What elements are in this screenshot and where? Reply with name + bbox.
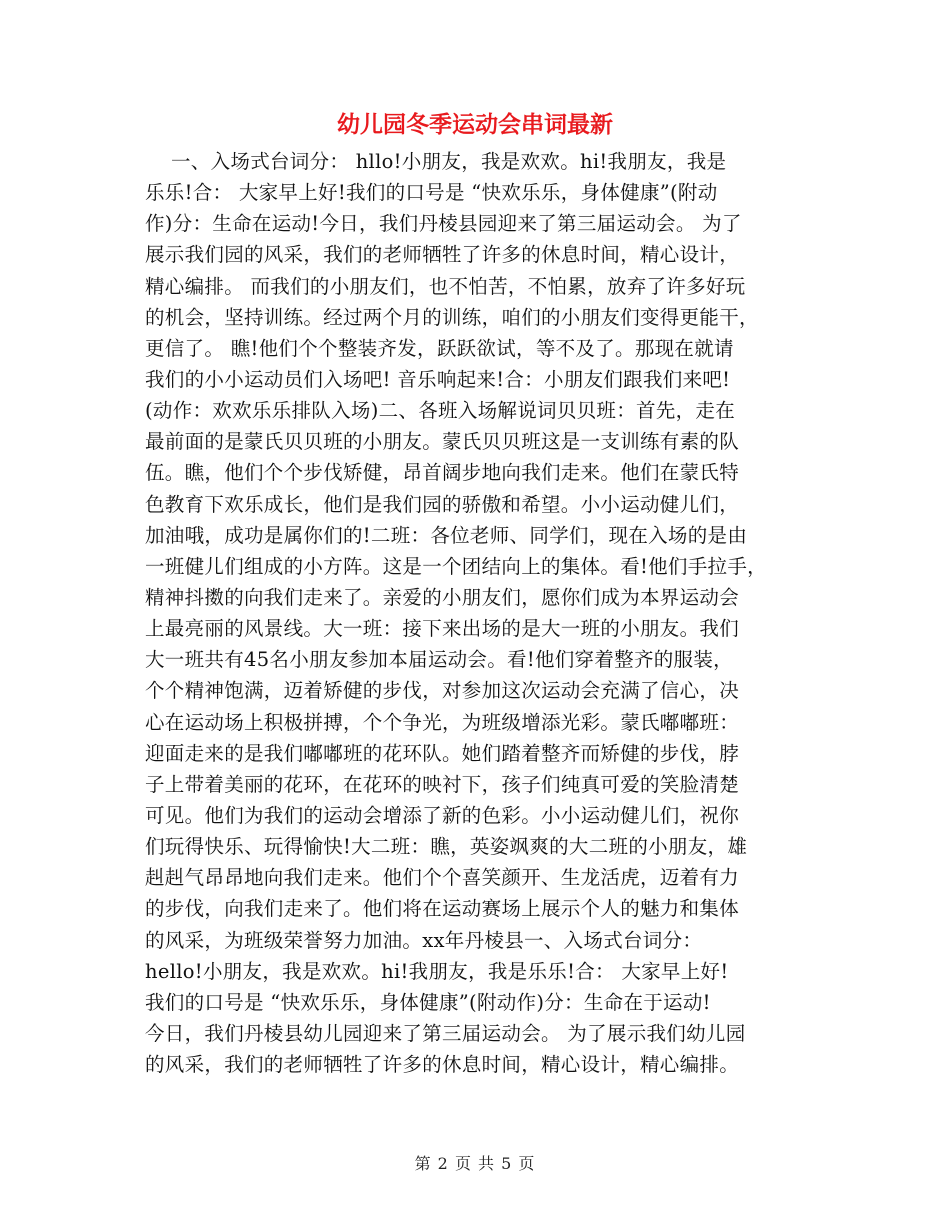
text-line: 加油哦，成功是属你们的!二班：各位老师、同学们，现在入场的是由 [145,523,748,547]
text-line: 们玩得快乐、玩得愉快!大二班：瞧，英姿飒爽的大二班的小朋友，雄 [145,835,748,859]
text-line: 色教育下欢乐成长，他们是我们园的骄傲和希望。小小运动健儿们， [145,492,740,516]
text-line: (动作：欢欢乐乐排队入场)二、各班入场解说词贝贝班：首先，走在 [145,399,736,423]
text-line: 展示我们园的风采，我们的老师牺牲了许多的休息时间，精心设计， [145,243,740,267]
text-line: 我们的口号是 “快欢乐乐，身体健康”(附动作)分：生命在于运动! [145,990,711,1014]
text-line: 迎面走来的是我们嘟嘟班的花环队。她们踏着整齐而矫健的步伐，脖 [145,741,740,765]
text-line: 一、入场式台词分： hllo!小朋友，我是欢欢。hi!我朋友，我是 [145,150,727,173]
text-line: 子上带着美丽的花环，在花环的映衬下，孩子们纯真可爱的笑脸清楚 [145,772,740,796]
page-number: 第 2 页 共 5 页 [414,1154,536,1173]
text-line: 的风采，我们的老师牺牲了许多的休息时间，精心设计，精心编排。 [145,1053,740,1077]
document-title: 幼儿园冬季运动会串词最新 [337,111,613,138]
text-line: 精神抖擞的向我们走来了。亲爱的小朋友们，愿你们成为本界运动会 [145,585,740,609]
text-line: 我们的小小运动员们入场吧! 音乐响起来!合：小朋友们跟我们来吧! [145,367,731,391]
text-line: 更信了。 瞧!他们个个整装齐发，跃跃欲试，等不及了。那现在就请 [145,336,734,360]
document-body [145,146,815,1080]
text-line: 大一班共有45名小朋友参加本届运动会。看!他们穿着整齐的服装， [145,648,733,672]
text-line: 最前面的是蒙氏贝贝班的小朋友。蒙氏贝贝班这是一支训练有素的队 [145,430,740,454]
text-line: 心在运动场上积极拼搏，个个争光，为班级增添光彩。蒙氏嘟嘟班： [145,710,740,734]
text-line: 伍。瞧，他们个个步伐矫健，昂首阔步地向我们走来。他们在蒙氏特 [145,461,740,485]
text-line: 一班健儿们组成的小方阵。这是一个团结向上的集体。看!他们手拉手， [145,554,767,578]
text-line: 乐乐!合： 大家早上好!我们的口号是 “快欢乐乐，身体健康”(附动 [145,181,718,205]
text-line: 上最亮丽的风景线。大一班：接下来出场的是大一班的小朋友。我们 [145,617,740,641]
text-line: 作)分：生命在运动!今日，我们丹棱县园迎来了第三届运动会。 为了 [145,212,742,236]
text-line: 精心编排。 而我们的小朋友们，也不怕苦，不怕累，放弃了许多好玩 [145,274,746,298]
text-line: 的风采，为班级荣誉努力加油。xx年丹棱县一、入场式台词分： [145,928,703,952]
text-line: 赳赳气昂昂地向我们走来。他们个个喜笑颜开、生龙活虎，迈着有力 [145,866,740,890]
text-line: 的机会，坚持训练。经过两个月的训练，咱们的小朋友们变得更能干， [145,305,759,329]
text-line: 个个精神饱满，迈着矫健的步伐，对参加这次运动会充满了信心，决 [145,679,740,703]
text-line: 可见。他们为我们的运动会增添了新的色彩。小小运动健儿们，祝你 [145,803,740,827]
text-line: 今日，我们丹棱县幼儿园迎来了第三届运动会。 为了展示我们幼儿园 [145,1021,746,1045]
text-line: hello!小朋友，我是欢欢。hi!我朋友，我是乐乐!合： 大家早上好! [145,959,729,983]
text-line: 的步伐，向我们走来了。他们将在运动赛场上展示个人的魅力和集体 [145,897,740,921]
